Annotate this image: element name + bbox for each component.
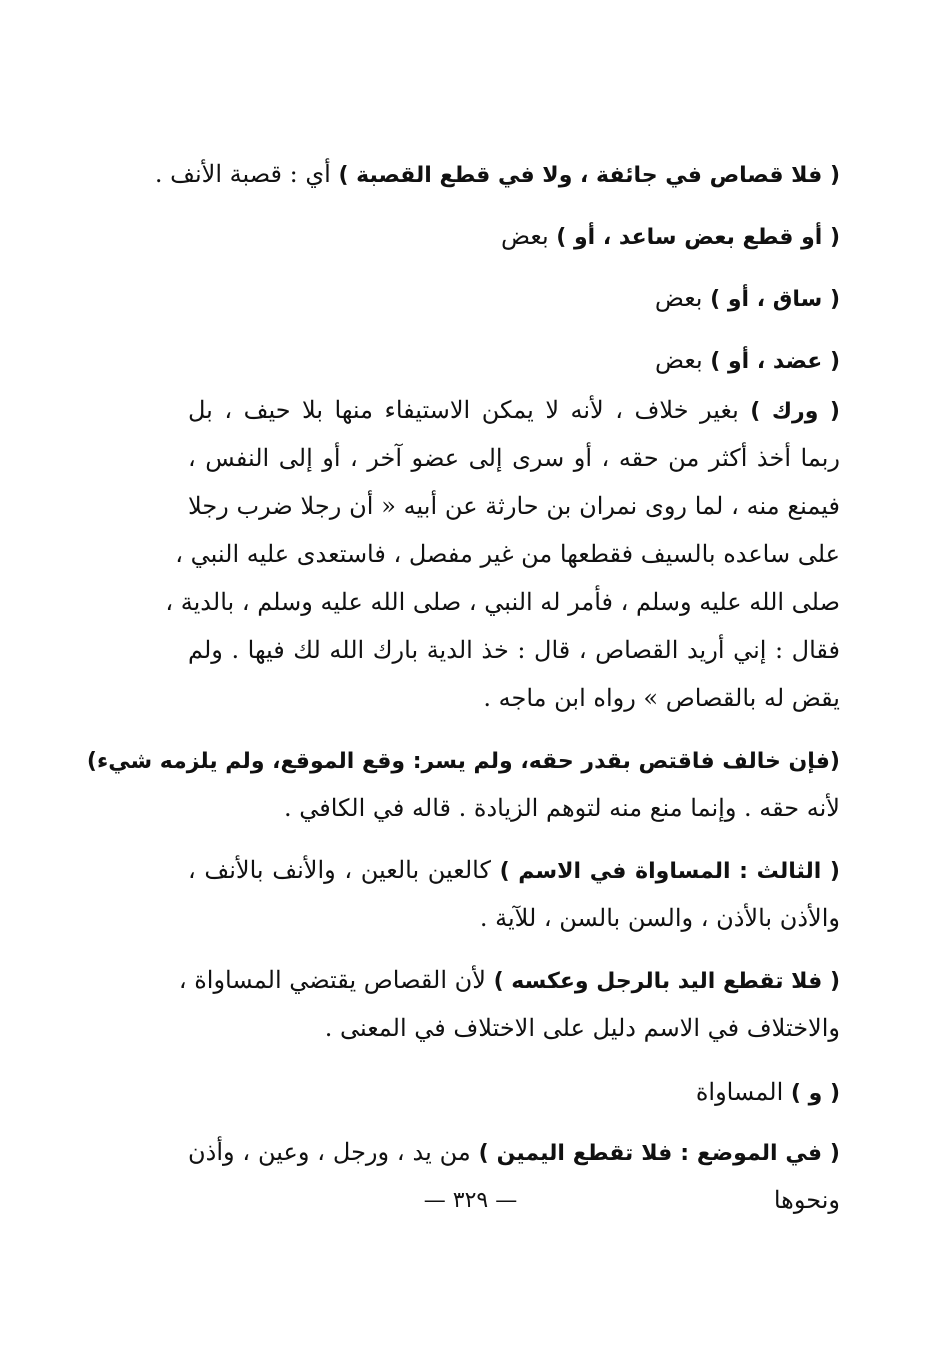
bold-phrase: ( في الموضع : فلا تقطع اليمين ) (478, 1141, 840, 1166)
paragraph-line: ونحوها (773, 1186, 840, 1214)
body-text: بعض (501, 222, 557, 250)
paragraph-line (188, 210, 840, 262)
paragraph-line (86, 736, 840, 784)
paragraph-line (188, 272, 840, 324)
bold-phrase: (فإن خالف فاقتص بقدر حقه، ولم يسر: وقع الموقع، ولم يلزمه شيء) (86, 749, 840, 774)
bold-phrase: ( ساق ، أو ) (710, 287, 840, 312)
paragraph-line (188, 334, 840, 386)
paragraph-line (188, 386, 840, 434)
body-text: المساواة (695, 1078, 791, 1106)
body-text: بعض (654, 346, 711, 374)
paragraph-line (188, 846, 840, 894)
page-number: — ٣٢٩ — (423, 1188, 518, 1213)
paragraph-line: والاختلاف في الاسم دليل على الاختلاف في المعنى . (324, 1014, 840, 1042)
paragraph-line: فقال : إني أريد القصاص ، قال : خذ الدية بارك الله لك فيها . ولم (188, 636, 840, 664)
paragraph-line: يقض له بالقصاص » رواه ابن ماجه . (483, 684, 840, 712)
paragraph-line (188, 1128, 840, 1176)
bold-phrase: ( و ) (790, 1081, 840, 1106)
paragraph-line: ربما أخذ أكثر من حقه ، أو سرى إلى عضو آخر ، أو إلى النفس ، (188, 444, 840, 472)
paragraph-line: فيمنع منه ، لما روى نمران بن حارثة عن أبيه « أن رجلا ضرب رجلا (188, 492, 840, 520)
bold-phrase: ( الثالث : المساواة في الاسم ) (499, 859, 840, 884)
body-text: لأن القصاص يقتضي المساواة ، (178, 966, 494, 994)
bold-phrase: ( أو قطع بعض ساعد ، أو ) (556, 225, 840, 250)
bold-phrase: ( فلا تقطع اليد بالرجل وعكسه ) (493, 969, 840, 994)
paragraph-line (154, 148, 840, 200)
body-text: من يد ، ورجل ، وعين ، وأذن (188, 1138, 479, 1166)
bold-phrase: ( فلا قصاص في جائفة ، ولا في قطع القصبة ) (338, 163, 840, 188)
bold-phrase: ( عضد ، أو ) (710, 349, 840, 374)
body-text: بعض (654, 284, 711, 312)
paragraph-line: صلى الله عليه وسلم ، فأمر له النبي ، صلى الله عليه وسلم ، بالدية ، (165, 588, 840, 616)
page-body (86, 148, 840, 1224)
paragraph-line: لأنه حقه . وإنما منع منه لتوهم الزيادة . قاله في الكافي . (284, 794, 840, 822)
paragraph-line: على ساعده بالسيف فقطعها من غير مفصل ، فاستعدى عليه النبي ، (175, 540, 840, 568)
bold-phrase: ( ورك ) (750, 399, 840, 424)
paragraph-line: والأذن بالأذن ، والسن بالسن ، للآية . (479, 904, 840, 932)
body-text: كالعين بالعين ، والأنف بالأنف ، (188, 856, 500, 884)
body-text: أي : قصبة الأنف . (154, 160, 339, 188)
body-text: بغير خلاف ، لأنه لا يمكن الاستيفاء منها بلا حيف ، بل (188, 396, 751, 424)
paragraph-line (188, 1066, 840, 1118)
paragraph-line (178, 956, 840, 1004)
